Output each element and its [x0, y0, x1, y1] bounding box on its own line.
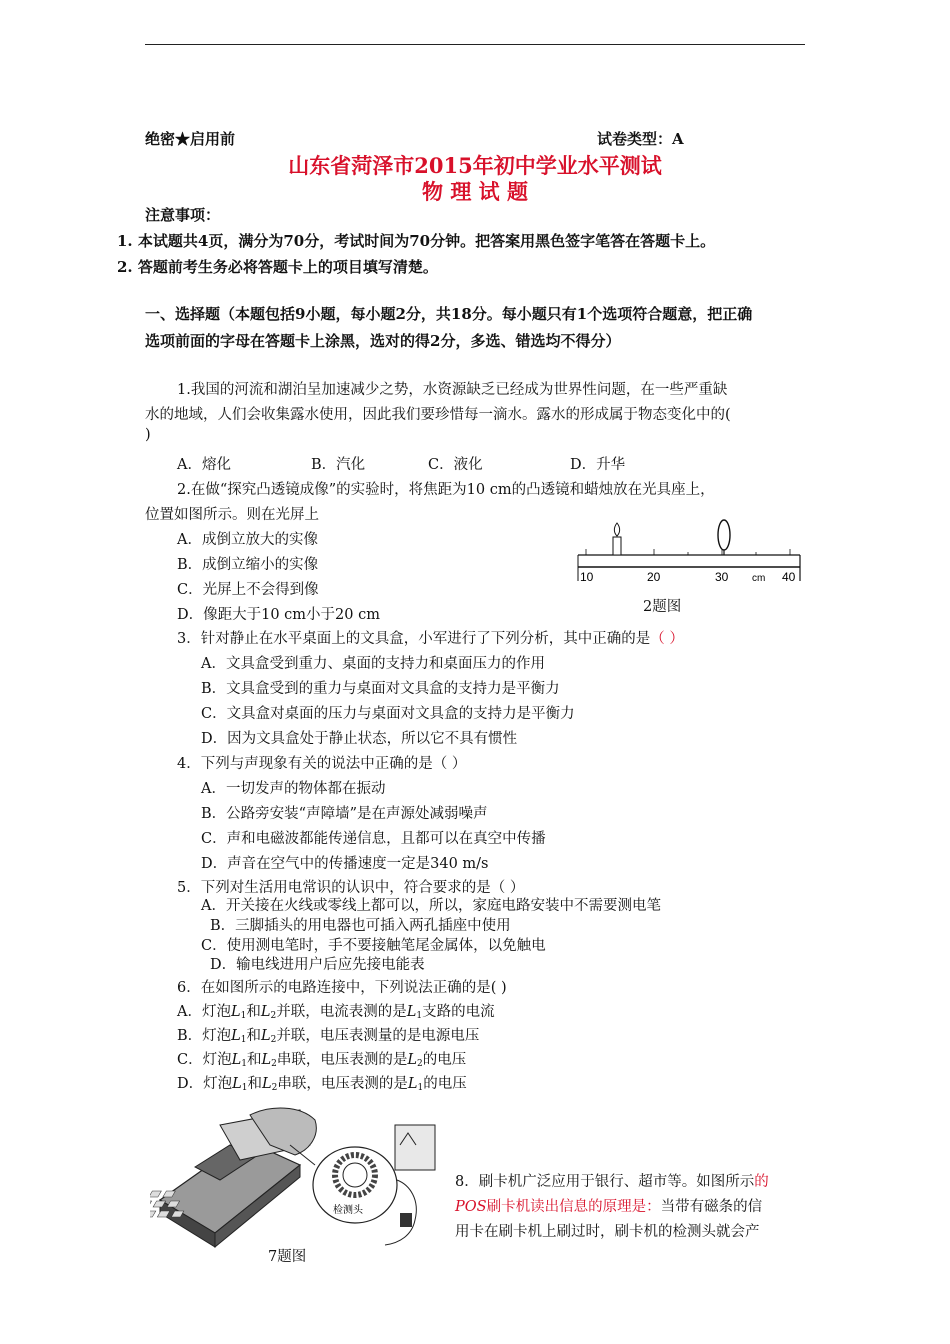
q3-stem: 3．针对静止在水平桌面上的文具盒，小军进行了下列分析，其中正确的是 [177, 631, 651, 647]
q6-a-text3: 并联，电流表测的是 [276, 1004, 407, 1020]
q3-stem-line [177, 627, 684, 648]
q6-d-l: L [232, 1076, 242, 1092]
note-item-2: 2. 答题前考生务必将答题卡上的项目填写清楚。 [117, 258, 438, 276]
q1-option-a: A．熔化 [177, 457, 231, 473]
q5-stem: 5．下列对生活用电常识的认识中，符合要求的是（ ） [177, 880, 525, 896]
q2-option-d: D．像距大于10 cm小于20 cm [177, 607, 380, 623]
q8-line2-text: 当带有磁条的信 [660, 1199, 763, 1215]
q4-option-b: B．公路旁安装“声障墙”是在声源处减弱噪声 [201, 806, 488, 822]
section1-line1: 一、选择题（本题包括9小题，每小题2分，共18分。每小题只有1个选项符合题意，把正确 [145, 305, 753, 323]
q6-option-b [177, 1024, 479, 1045]
detector-head-label: 检测头 [333, 1205, 363, 1216]
page-subtitle: 物 理 试 题 [422, 179, 528, 204]
q6-d-sub2: 2 [271, 1083, 278, 1093]
note-item-1: 1. 本试题共4页，满分为70分，考试时间为70分钟。把答案用黑色签字笔答在答题卡上。 [117, 232, 716, 250]
q6-b-text2: 和 [246, 1028, 262, 1044]
q6-b-sub2: 2 [270, 1035, 277, 1045]
top-rule [145, 44, 805, 45]
bench-ruler [578, 549, 804, 581]
q6-a-text1: A．灯泡 [177, 1004, 231, 1020]
q6-c-text3: 串联，电压表测的是 [276, 1052, 408, 1068]
q1-line3: ) [145, 427, 151, 443]
q6-b-text1: B．灯泡 [177, 1028, 232, 1044]
q2-option-c: C．光屏上不会得到像 [177, 582, 319, 598]
paper-type: 试卷类型：A [597, 130, 684, 148]
q6-option-a [177, 1000, 495, 1021]
q8-line1-text: 8．刷卡机广泛应用于银行、超市等。如图所示 [455, 1174, 755, 1190]
q5-option-a: A．开关接在火线或零线上都可以，所以，家庭电路安装中不需要测电笔 [201, 898, 661, 914]
q6-d-sub3: 1 [417, 1083, 424, 1093]
convex-lens [718, 520, 730, 555]
q6-option-c [177, 1048, 466, 1069]
q1-option-c: C．液化 [428, 457, 483, 473]
q1-option-d: D．升华 [570, 457, 626, 473]
q6-d-text1: D．灯泡 [177, 1076, 233, 1092]
q6-a-l: L [230, 1004, 241, 1020]
candle [613, 523, 621, 555]
q6-c-text1: C．灯泡 [177, 1052, 232, 1068]
q6-d-text2: 和 [247, 1076, 263, 1092]
q4-option-a: A．一切发声的物体都在振动 [201, 781, 386, 797]
q6-d-l2: L [262, 1076, 272, 1092]
tick-label-10: 10 [580, 570, 594, 584]
q3-option-c: C．文具盒对桌面的压力与桌面对文具盒的支持力是平衡力 [201, 706, 575, 722]
q4-option-c: C．声和电磁波都能传递信息，且都可以在真空中传播 [201, 831, 546, 847]
q6-b-l: L [231, 1028, 241, 1044]
notes-heading: 注意事项： [145, 206, 221, 224]
q6-d-text3: 串联，电压表测的是 [277, 1076, 408, 1092]
q3-option-b: B．文具盒受到的重力与桌面对文具盒的支持力是平衡力 [201, 681, 560, 697]
q6-a-sub2: 2 [270, 1011, 277, 1021]
q5-option-d: D．输电线进用户后应先接电能表 [210, 957, 425, 973]
q1-line2: 水的地域，人们会收集露水使用，因此我们要珍惜每一滴水。露水的形成属于物态变化中的( [145, 407, 731, 423]
q6-option-d [177, 1072, 467, 1093]
q6-b-sub1: 1 [240, 1035, 247, 1045]
q6-d-text4: 的电压 [423, 1076, 467, 1092]
q6-c-l2: L [261, 1052, 272, 1068]
q8-line1-red: 的 [754, 1174, 769, 1190]
q6-c-text4: 的电压 [422, 1052, 467, 1068]
q2-line1: 2.在做“探究凸透镜成像”的实验时，将焦距为10 cm的凸透镜和蜡烛放在光具座上， [177, 482, 715, 498]
q6-b-l2: L [261, 1028, 271, 1044]
q6-a-text2: 和 [246, 1004, 261, 1020]
pos-reader-figure [150, 1105, 440, 1255]
q6-stem: 6．在如图所示的电路连接中，下列说法正确的是( ) [177, 980, 507, 996]
pos-machine [150, 1140, 300, 1247]
q6-d-l3: L [407, 1076, 418, 1092]
q6-c-text2: 和 [246, 1052, 262, 1068]
q3-option-d: D．因为文具盒处于静止状态，所以它不具有惯性 [201, 731, 518, 747]
q6-b-text3: 并联，电压表测量的是电源电压 [276, 1028, 480, 1044]
q2-line2: 位置如图所示。则在光屏上 [145, 507, 319, 523]
q6-a-l3: L [406, 1004, 417, 1020]
tick-label-20: 20 [647, 570, 661, 584]
q6-a-text4: 支路的电流 [422, 1004, 495, 1020]
detector-head-callout [313, 1147, 397, 1223]
q6-a-sub1: 1 [240, 1011, 247, 1021]
section1-line2: 选项前面的字母在答题卡上涂黑，选对的得2分，多选、错选均不得分） [145, 332, 621, 350]
fig7-caption: 7题图 [268, 1249, 307, 1265]
q2-option-a: A．成倒立放大的实像 [177, 532, 318, 548]
q2-option-b: B．成倒立缩小的实像 [177, 557, 319, 573]
secret-label: 绝密★启用前 [145, 130, 236, 148]
q6-c-l3: L [407, 1052, 417, 1068]
q1-option-b: B．汽化 [311, 457, 366, 473]
q6-c-sub2: 2 [271, 1059, 277, 1069]
unit-label: cm [752, 573, 766, 584]
q5-option-b: B．三脚插头的用电器也可插入两孔插座中使用 [210, 918, 511, 934]
q8-line1 [455, 1170, 769, 1191]
q5-option-c: C．使用测电笔时，手不要接触笔尾金属体，以免触电 [201, 938, 546, 954]
q6-d-sub1: 1 [241, 1083, 248, 1093]
q8-line2 [455, 1195, 762, 1216]
q6-c-sub1: 1 [241, 1059, 247, 1069]
page-title: 山东省菏泽市2015年初中学业水平测试 [288, 153, 662, 178]
optical-bench-figure [572, 515, 808, 595]
q4-option-d: D．声音在空气中的传播速度一定是340 m/s [201, 856, 489, 872]
q1-line1: 1.我国的河流和湖泊呈加速减少之势，水资源缺乏已经成为世界性问题，在一些严重缺 [177, 382, 728, 398]
q4-stem: 4．下列与声现象有关的说法中正确的是（ ） [177, 756, 467, 772]
q8-line3: 用卡在刷卡机上刷过时，刷卡机的检测头就会产 [455, 1224, 760, 1240]
q8-line2-red: 刷卡机读出信息的原理是： [486, 1199, 661, 1215]
q6-a-l2: L [260, 1004, 271, 1020]
tick-label-40: 40 [782, 570, 796, 584]
q8-pos-term: POS [455, 1199, 487, 1215]
q6-c-sub3: 2 [417, 1059, 423, 1069]
fig2-caption: 2题图 [643, 599, 682, 615]
q6-a-sub3: 1 [416, 1011, 423, 1021]
q3-option-a: A．文具盒受到重力、桌面的支持力和桌面压力的作用 [201, 656, 545, 672]
q6-c-l: L [231, 1052, 242, 1068]
tick-label-30: 30 [715, 570, 729, 584]
q3-bracket: （ ） [650, 631, 684, 647]
